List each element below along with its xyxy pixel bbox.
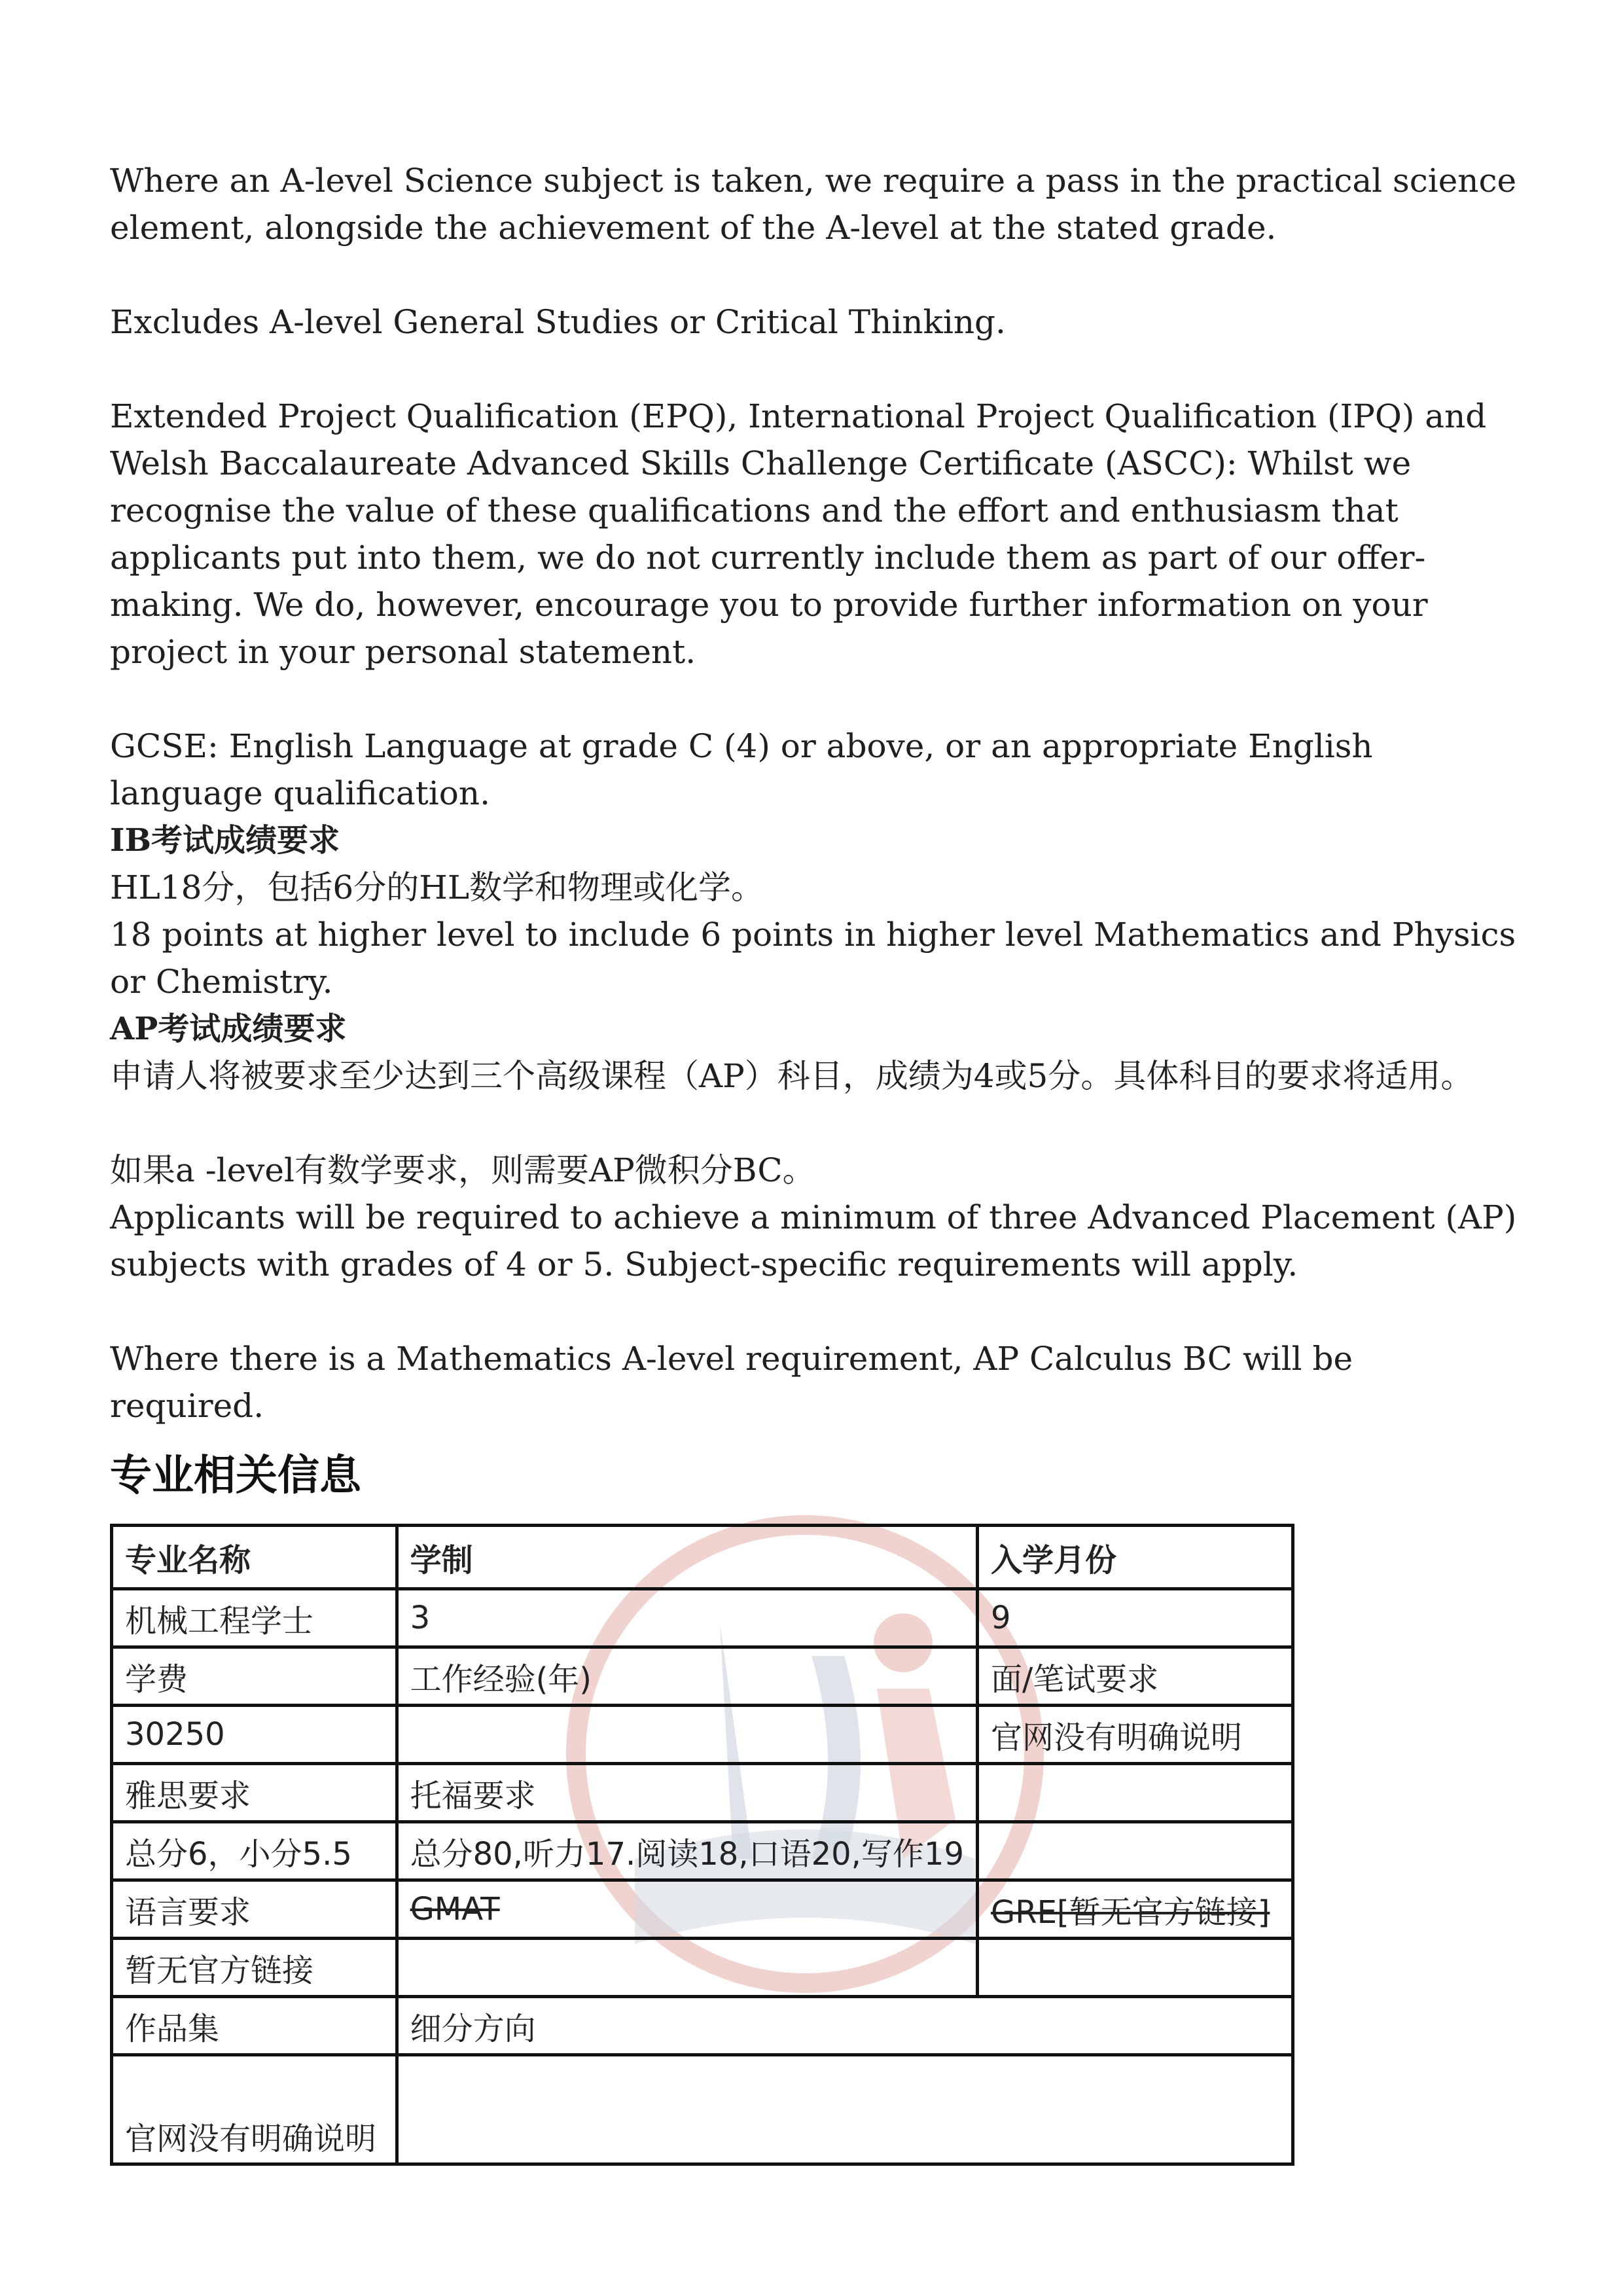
- header-cell: 入学月份: [978, 1526, 1293, 1589]
- header-cell: 专业名称: [112, 1526, 397, 1589]
- table-cell: [978, 1764, 1293, 1822]
- table-cell: 3: [397, 1589, 977, 1647]
- table-cell: [397, 1706, 977, 1764]
- table-cell: 总分80,听力17.阅读18,口语20,写作19: [397, 1822, 977, 1880]
- table-cell-struck: GMAT: [397, 1880, 977, 1939]
- document-body: [110, 157, 1517, 1429]
- table-cell: [978, 1939, 1293, 1997]
- table-cell: 工作经验(年): [397, 1647, 977, 1706]
- science-practical-paragraph: Where an A-level Science subject is taken, we require a pass in the practical science element, alongside the achievement of the A-level at the stated grade.: [110, 162, 1517, 247]
- table-row: [112, 1589, 1293, 1647]
- table-cell: 官网没有明确说明: [112, 2055, 397, 2164]
- table-cell: 细分方向: [397, 1997, 1293, 2055]
- table-cell: 托福要求: [397, 1764, 977, 1822]
- table-cell: 总分6，小分5.5: [112, 1822, 397, 1880]
- ap-cn-text-2: 如果a -level有数学要求，则需要AP微积分BC。: [110, 1151, 815, 1189]
- table-cell: [397, 1939, 977, 1997]
- table-row: [112, 1764, 1293, 1822]
- table-header-row: [112, 1526, 1293, 1589]
- table-cell: [978, 1822, 1293, 1880]
- table-cell: 作品集: [112, 1997, 397, 2055]
- table-cell: 30250: [112, 1706, 397, 1764]
- excludes-paragraph: Excludes A-level General Studies or Critical Thinking.: [110, 303, 1006, 341]
- header-cell: 学制: [397, 1526, 977, 1589]
- ib-en-text: 18 points at higher level to include 6 points in higher level Mathematics and Physics or Chemistry.: [110, 916, 1516, 1001]
- table-cell: 官网没有明确说明: [978, 1706, 1293, 1764]
- ib-cn-text: HL18分，包括6分的HL数学和物理或化学。: [110, 869, 764, 906]
- gcse-paragraph: GCSE: English Language at grade C (4) or above, or an appropriate English language qualification.: [110, 727, 1373, 812]
- section-title: 专业相关信息: [110, 1452, 361, 1500]
- table-cell: 雅思要求: [112, 1764, 397, 1822]
- program-info-table: [110, 1524, 1294, 2166]
- epq-paragraph: Extended Project Qualification (EPQ), International Project Qualification (IPQ) and Welsh Baccalaureate Advanced Skills Challenge Certificate (ASCC): Whilst we recognise the value of these qualifications and the effort and enthusiasm that applicants put into them, we do not currently include them as part of our offer-making. We do, however, encourage you to provide further information on your project in your personal statement.: [110, 397, 1487, 671]
- ap-en-text-1: Applicants will be required to achieve a minimum of three Advanced Placement (AP) subjects with grades of 4 or 5. Subject-specific requirements will apply.: [110, 1198, 1517, 1283]
- table-row: [112, 1647, 1293, 1706]
- ap-en-text-2: Where there is a Mathematics A-level requirement, AP Calculus BC will be required.: [110, 1340, 1353, 1425]
- table-row: [112, 1706, 1293, 1764]
- table-row: [112, 1822, 1293, 1880]
- table-row: [112, 1997, 1293, 2055]
- table-cell-struck: GRE[暂无官方链接]: [978, 1880, 1293, 1939]
- ib-heading: IB考试成绩要求: [110, 822, 340, 859]
- table-cell: 暂无官方链接: [112, 1939, 397, 1997]
- table-row: [112, 1939, 1293, 1997]
- table-cell: 9: [978, 1589, 1293, 1647]
- ap-heading: AP考试成绩要求: [110, 1011, 347, 1047]
- table-row: [112, 1880, 1293, 1939]
- table-cell: 面/笔试要求: [978, 1647, 1293, 1706]
- table-cell: [397, 2055, 1293, 2164]
- table-cell: 学费: [112, 1647, 397, 1706]
- table-cell: 机械工程学士: [112, 1589, 397, 1647]
- ap-cn-text-1: 申请人将被要求至少达到三个高级课程（AP）科目，成绩为4或5分。具体科目的要求将适用。: [110, 1057, 1474, 1095]
- table-cell: 语言要求: [112, 1880, 397, 1939]
- table-row: [112, 2055, 1293, 2164]
